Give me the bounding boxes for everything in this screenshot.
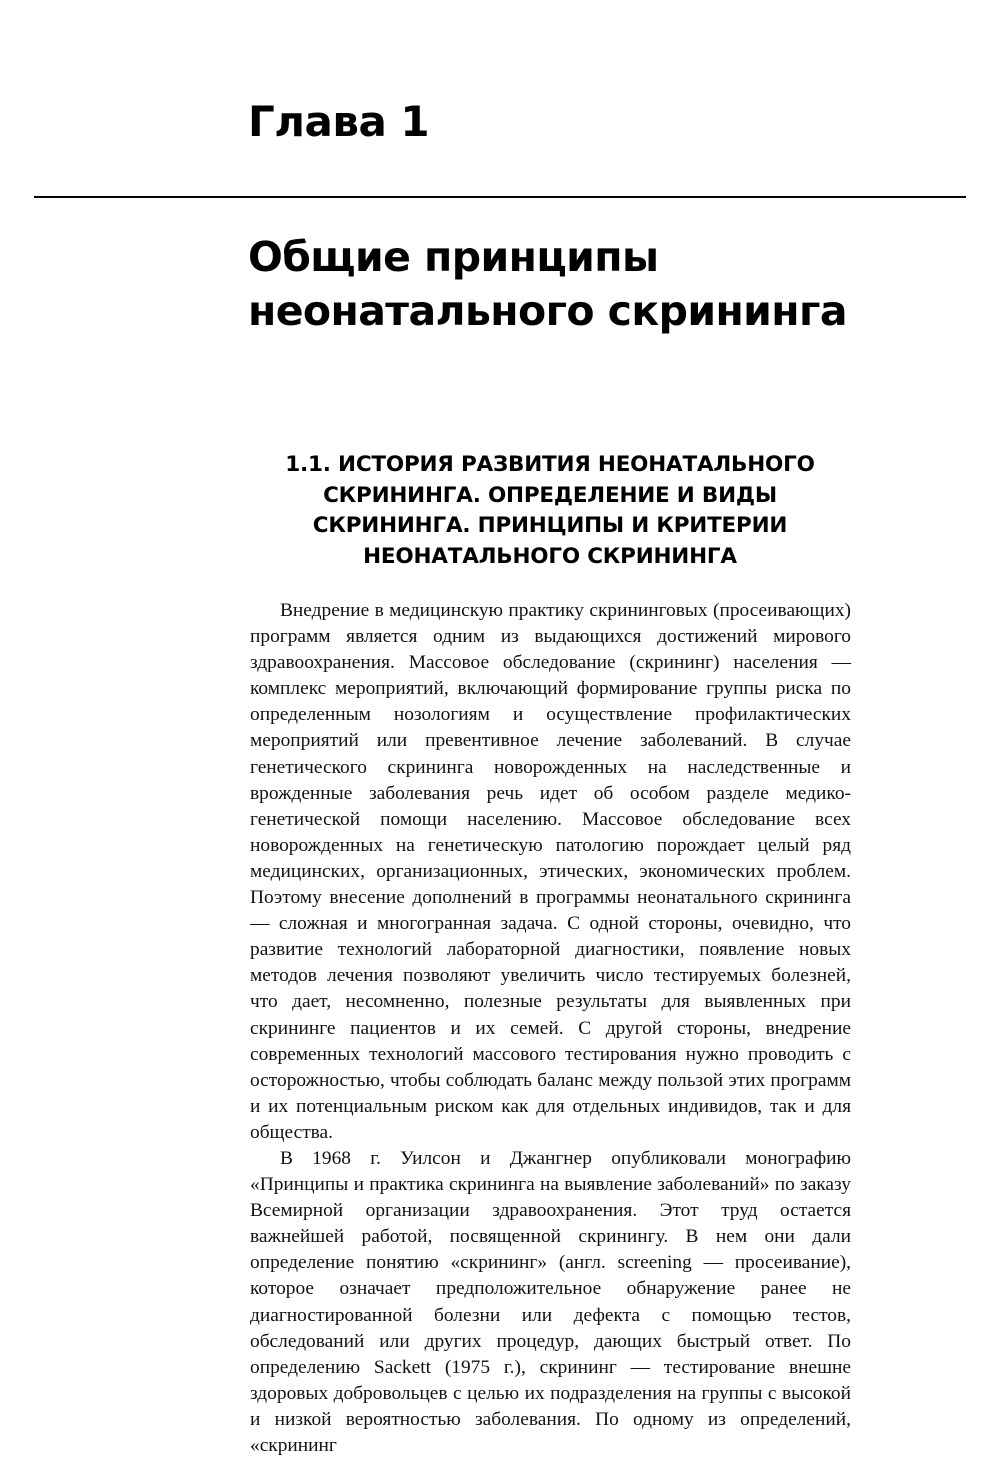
paragraph-2: В 1968 г. Уилсон и Джангнер опубликовали монографию «Принципы и практика скрининга на выявление заболеваний» по заказу Всемирной организации здравоохранения. Этот труд остается важнейшей работой, посвященной скринингу. В нем они дали определение понятию «скрининг» (англ. screening — просеивание), которое означает предположительное обнаружение ранее не диагностированной болезни или дефекта с помощью тестов, обследований или других процедур, дающих быстрый ответ. По определению Sackett (1975 г.), скрининг — тестирование внешне здоровых добровольцев с целью их подразделения на группы с высокой и низкой вероятностью заболевания. По одному из определений, «скрининг — [250, 1147, 851, 1456]
section-heading-line-2: СКРИНИНГА. ОПРЕДЕЛЕНИЕ И ВИДЫ — [323, 482, 777, 508]
section-heading-line-3: СКРИНИНГА. ПРИНЦИПЫ И КРИТЕРИИ — [312, 513, 788, 539]
section-heading-line-4: НЕОНАТАЛЬНОГО СКРИНИНГА — [363, 543, 737, 569]
chapter-label: Глава 1 — [248, 97, 430, 146]
chapter-title-line-1: Общие принципы — [248, 233, 659, 281]
chapter-title — [248, 230, 948, 338]
body-text — [250, 598, 851, 1459]
header-divider — [34, 196, 966, 198]
paragraph-1: Внедрение в медицинскую практику скрининговых (просеивающих) программ является одним из выдающихся достижений мирового здравоохранения. Массовое обследование (скрининг) населения — комплекс мероприятий, включающий формирование группы риска по определенным нозологиям и осуществление профилактических мероприятий или превентивное лечение заболеваний. В случае генетического скрининга новорожденных на наследственные и врожденные заболевания речь идет об особом разделе медико-генетической помощи населению. Массовое обследование всех новорожденных на генетическую патологию порождает целый ряд медицинских, организационных, этических, экономических проблем. Поэтому внесение дополнений в программы неонатального скрининга — сложная и многогранная задача. С одной стороны, очевидно, что развитие технологий лабораторной диагностики, появление новых методов лечения позволяют увеличить число тестируемых болезней, что дает, несомненно, полезные результаты для выявленных при скрининге пациентов и их семей. С другой стороны, внедрение современных технологий массового тестирования нужно проводить с осторожностью, чтобы соблюдать баланс между пользой этих программ и их потенциальным риском как для отдельных индивидов, так и для общества. — [250, 600, 851, 1143]
chapter-title-line-2: неонатального скрининга — [248, 287, 847, 336]
section-heading — [250, 450, 850, 572]
section-heading-line-1: 1.1. ИСТОРИЯ РАЗВИТИЯ НЕОНАТАЛЬНОГО — [285, 452, 815, 477]
